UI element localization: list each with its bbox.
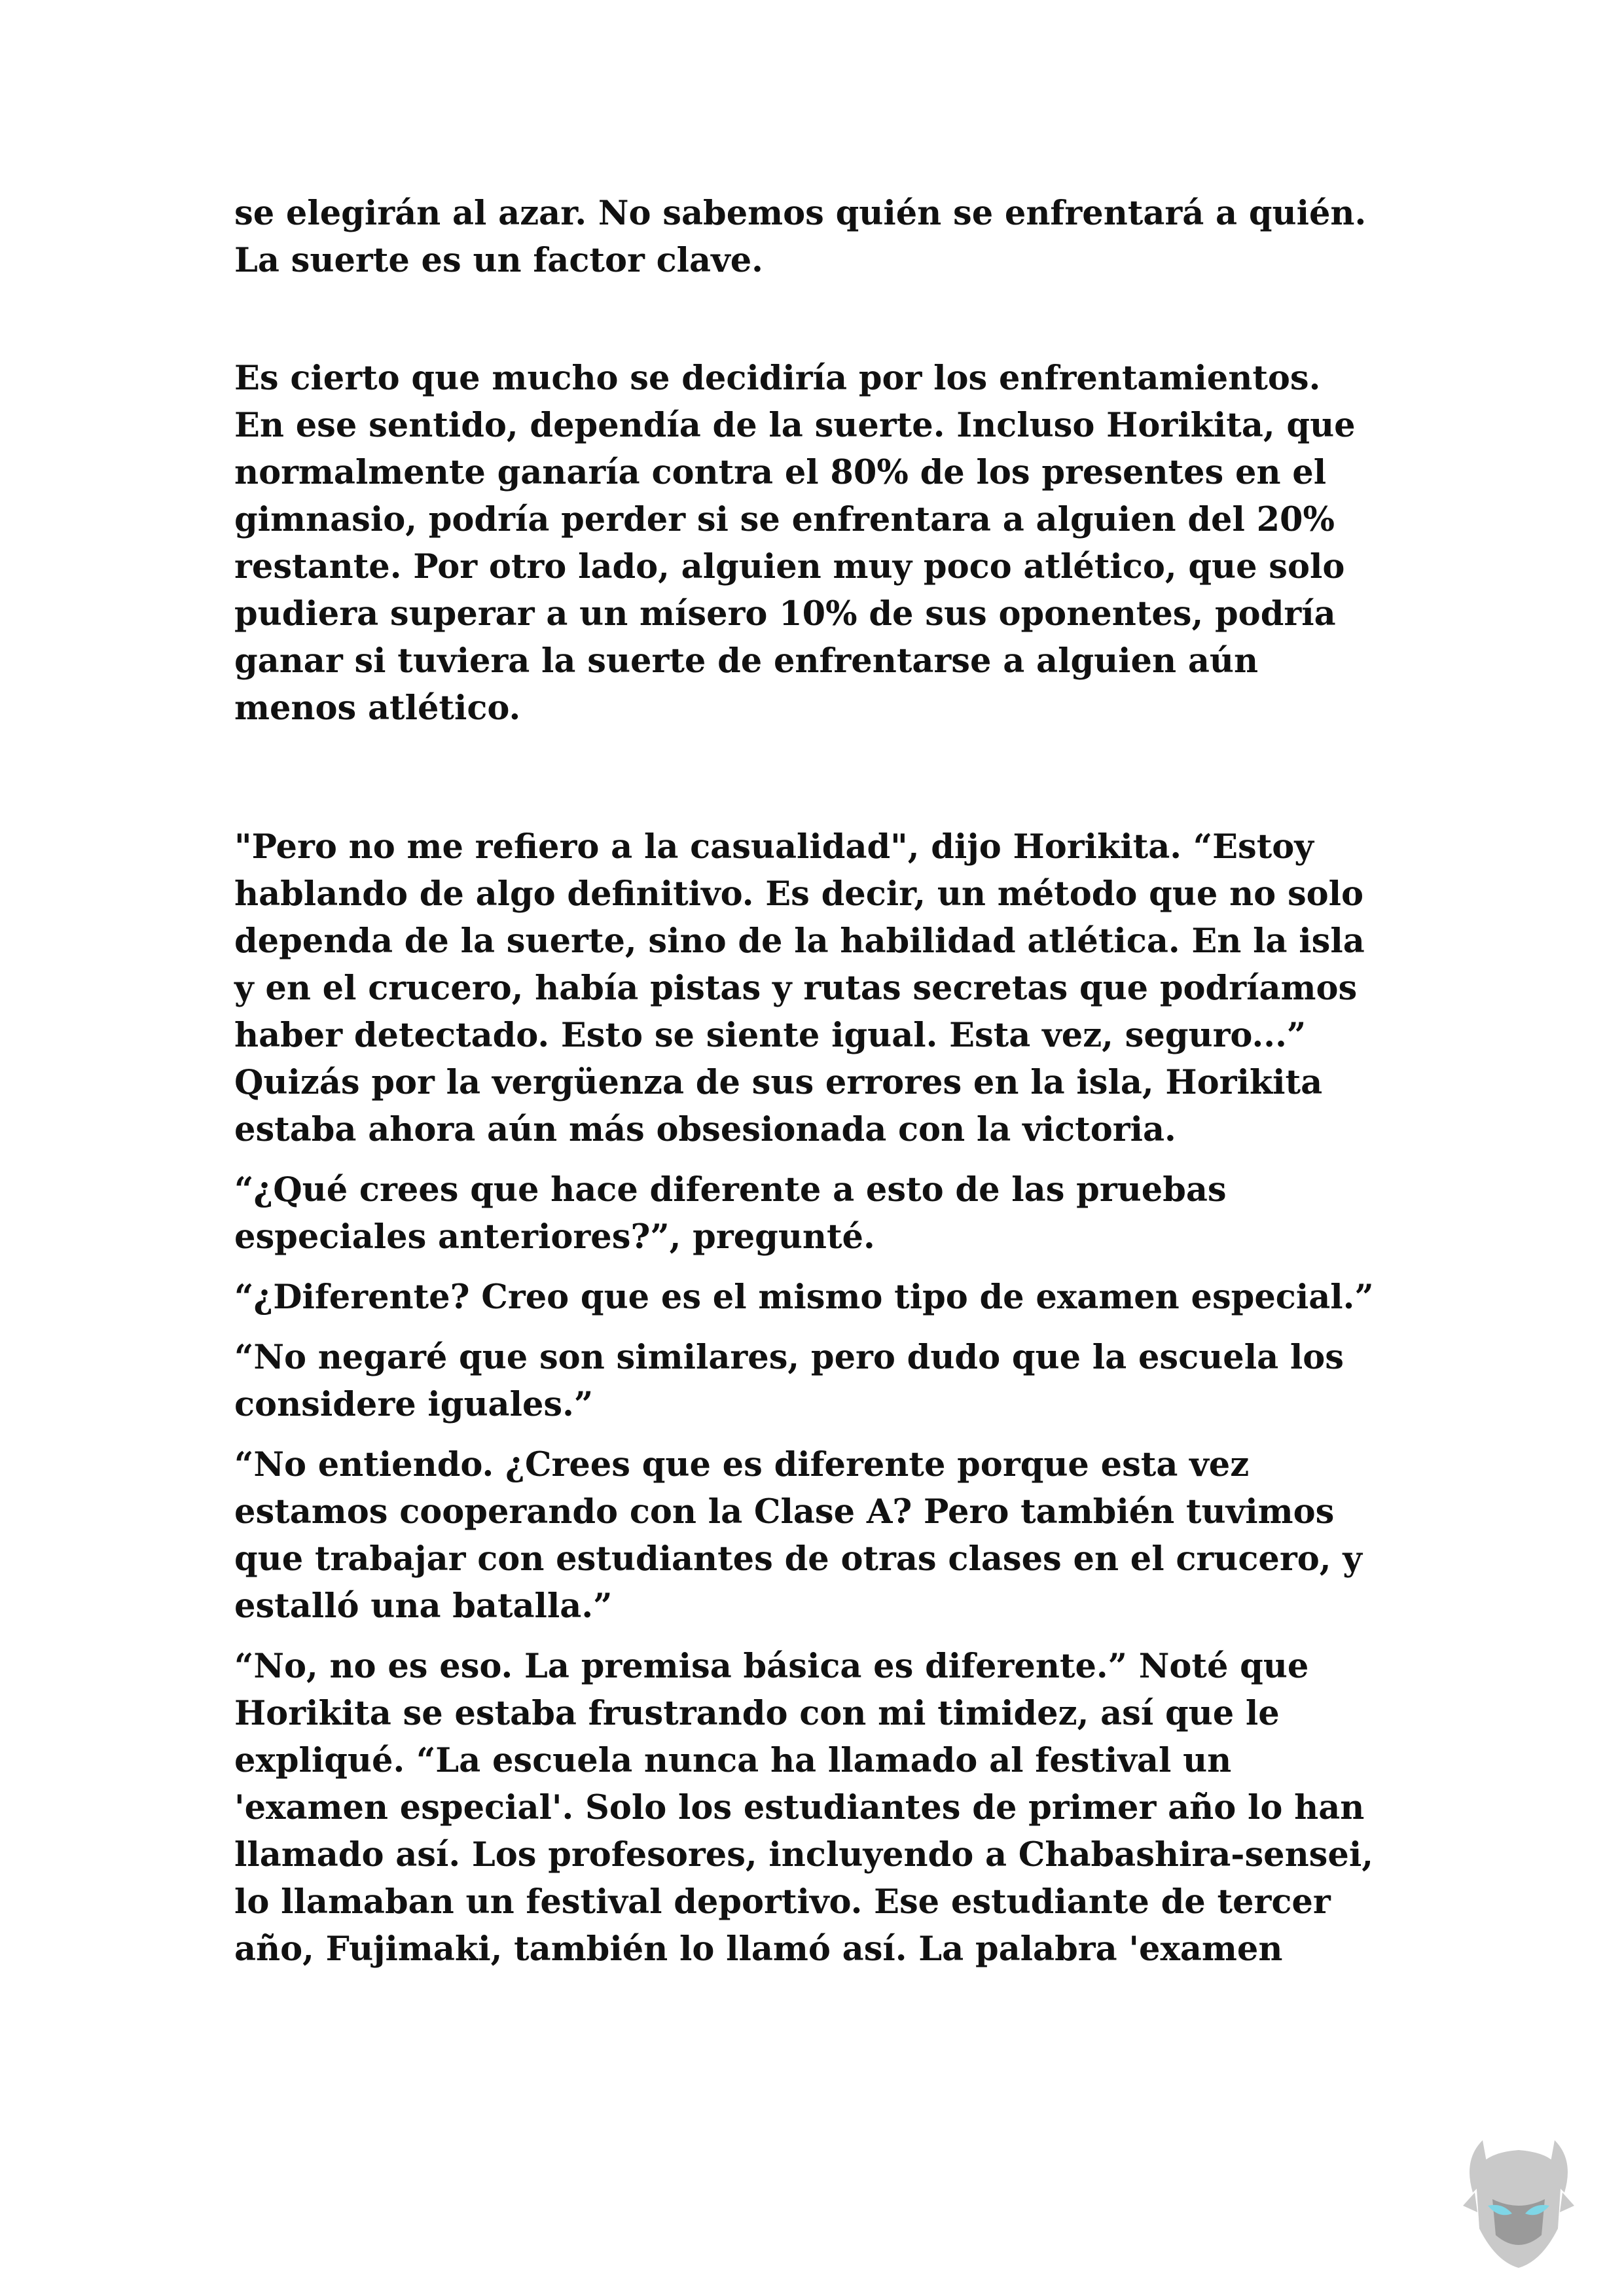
paragraph-4: “¿Qué crees que hace diferente a esto de las pruebas especiales anteriores?”, pregunté. (234, 1170, 1227, 1257)
paragraph-5: “¿Diferente? Creo que es el mismo tipo de examen especial.” (234, 1278, 1374, 1317)
paragraph-8: “No, no es eso. La premisa básica es diferente.” Noté que Horikita se estaba frustrando con mi timidez, así que le expliqué. “La escuela nunca ha llamado al festival un 'examen especial'. Solo los estudiantes de primer año lo han llamado así. Los profesores, incluyendo a Chabashira-sensei, lo llamaban un festival deportivo. Ese estudiante de tercer año, Fujimaki, también lo llamó así. La palabra 'examen (234, 1647, 1373, 1969)
body-text (234, 190, 1406, 1973)
paragraph-7: “No entiendo. ¿Crees que es diferente porque esta vez estamos cooperando con la Clase A? Pero también tuvimos que trabajar con estudiantes de otras clases en el crucero, y estalló una batalla.” (234, 1445, 1362, 1626)
paragraph-6: “No negaré que son similares, pero dudo que la escuela los considere iguales.” (234, 1338, 1344, 1424)
paragraph-1: se elegirán al azar. No sabemos quién se enfrentará a quién. La suerte es un factor clave. (234, 194, 1367, 280)
paragraph-2: Es cierto que mucho se decidiría por los enfrentamientos. En ese sentido, dependía de la suerte. Incluso Horikita, que normalmente ganaría contra el 80% de los presentes en el gimnasio, podría perder si se enfrentara a alguien del 20% restante. Por otro lado, alguien muy poco atlético, que solo pudiera superar a un mísero 10% de sus oponentes, podría ganar si tuviera la suerte de enfrentarse a alguien aún menos atlético. (234, 359, 1356, 728)
demon-head-logo-icon (1437, 2114, 1600, 2278)
paragraph-3: "Pero no me refiero a la casualidad", dijo Horikita. “Estoy hablando de algo definitivo. Es decir, un método que no solo dependa de la suerte, sino de la habilidad atlética. En la isla y en el crucero, había pistas y rutas secretas que podríamos haber detectado. Esto se siente igual. Esta vez, seguro...” Quizás por la vergüenza de sus errores en la isla, Horikita estaba ahora aún más obsesionada con la victoria. (234, 827, 1365, 1149)
